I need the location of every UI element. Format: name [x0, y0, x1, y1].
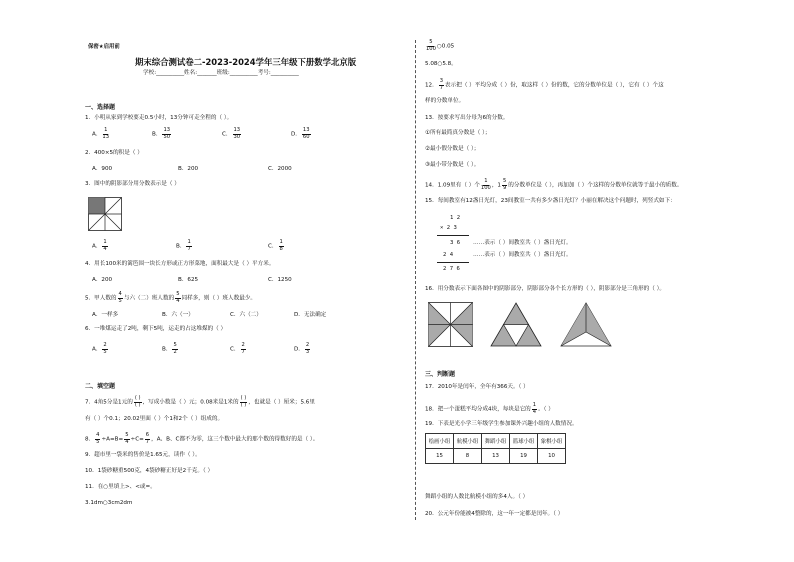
q3-option-c: C． $\frac{1}{8}$ [268, 239, 283, 252]
table-cell: 13 [482, 449, 510, 464]
q16-triangle-figure-2 [560, 302, 612, 347]
question-5: 5．甲人数的 $\frac{4}{5}$ 与六（二）班人数的 $\frac{5}{4}$ 同样多，则（ ）班人数最少。 [85, 291, 257, 304]
section-heading-judge: 三、判断题 [425, 371, 456, 378]
question-14: 14．1.09里有（ ）个 $\frac{1}{100}$ ，1 $\frac{5}{9}$ 的分数单位是（ ），再加加（ ）个这样的分数单位就等于最小的质数。 [425, 178, 683, 191]
table-header-row [426, 434, 566, 449]
q4-option-b: B．625 [178, 277, 199, 283]
q16-square-figure [428, 302, 473, 347]
table-header-cell: 绘画小组 [426, 434, 454, 449]
question-20: 20．公元年份能被4整除的，这一年一定都是闰年。（ ） [425, 511, 564, 517]
question-7: 7．4角5分是1元的 $\frac{( )}{( )}$ ，写成小数是（ ）元；0.08米是1米的 $\frac{( )}{( )}$ ，也就是（ ）厘米；5.6里 [85, 395, 315, 408]
q13-part-3: ③最小带分数是（ ）。 [425, 162, 480, 168]
question-12: 12． $\frac{3}{7}$ 表示把（ ）平均分成（ ）份，取这样（ ）份的数，它的分数单位是（ ），它有（ ）个这 [425, 78, 664, 91]
q3-option-b: B． $\frac{1}{7}$ [176, 239, 191, 252]
q5-option-b: B．六（一） [162, 312, 194, 318]
q5-option-c: C．六（二） [230, 312, 262, 318]
question-2: 2．400×5的积是（ ） [85, 150, 143, 156]
question-19: 19．下表是光小学三年级学生参加课外兴趣小组的人数情况。 [425, 421, 578, 427]
question-16: 16．用分数表示下面各图中的阴影部分，阴影部分各个长方形的（ ），阴影部分是三角形的（ ）。 [425, 286, 666, 292]
calc-row-1: 1 2 [450, 215, 461, 221]
question-7-line-2: 有（ ）个0.1；20.02里面（ ）个1和2个（ ）组成的。 [85, 416, 224, 422]
table-row [426, 449, 566, 464]
calc-row-3: 3 6 [450, 240, 461, 246]
q5-option-d: D．无法确定 [294, 312, 327, 318]
q13-part-1: ①所有最简真分数是（ ）； [425, 130, 491, 136]
q3-shaded-square-figure [88, 197, 122, 231]
calc-row-4-note: ……表示（ ）间教室共（ ）盏日光灯。 [473, 252, 572, 258]
q1-option-d: D． $\frac{13}{60}$ [291, 127, 310, 140]
q16-triangle-figure-1 [490, 302, 542, 347]
question-10: 10．1袋砂糖重500克，4袋砂糖正好是2千克。（ ） [85, 468, 214, 474]
table-header-cell: 篮球小组 [510, 434, 538, 449]
calc-rule-1 [437, 235, 469, 236]
q4-option-c: C．1250 [268, 277, 292, 283]
question-13: 13．按要求写出分母为6的分数。 [425, 115, 509, 121]
q1-option-b: B． $\frac{13}{50}$ [152, 127, 171, 140]
q2-option-b: B．200 [178, 166, 199, 172]
section-heading-fill: 二、填空题 [85, 383, 116, 390]
question-18: 18．把一个蛋糕平均分成4块，每块是它的 $\frac{1}{4}$ 。（ ） [425, 402, 554, 415]
compare-fraction-line: $\frac{5}{100}$ ○0.05 [426, 39, 455, 52]
question-11-line-2: 3.1dm○3cm2dm [85, 500, 133, 506]
column-divider [415, 40, 416, 520]
table-header-cell: 航模小组 [454, 434, 482, 449]
interest-group-table [425, 433, 566, 464]
calc-row-5: 2 7 6 [443, 266, 460, 272]
question-4: 4．用长100米的篱笆围一块长方形或正方形菜地，面积最大是（ ）平方米。 [85, 261, 275, 267]
question-15: 15．每间教室有12盏日光灯，23间教室一共有多少盏日光灯？小丽在解决这个问题时，列竖式如下： [425, 198, 676, 204]
table-cell: 8 [454, 449, 482, 464]
table-header-cell: 象棋小组 [538, 434, 566, 449]
question-19-statement: 舞蹈小组的人数比航模小组的多4人。（ ） [425, 494, 529, 500]
calc-row-3-note: ……表示（ ）间教室共（ ）盏日光灯。 [473, 240, 572, 246]
calc-row-2: × 2 3 [440, 225, 457, 231]
question-8: 8． $\frac{4}{5}$ ÷A=B= $\frac{5}{4}$ ÷C= $\frac{6}{7}$ ，A、B、C都不为零，这三个数中最大的那个数的得数好的是（ ）。 [85, 432, 319, 445]
page-title: 期末综合测试卷二-2023-2024学年三年级下册数学北京版 [135, 57, 357, 67]
q6-option-b: B． $\frac{5}{2}$ [162, 342, 177, 355]
confidential-mark: 保密★启用前 [88, 44, 120, 50]
calc-row-4: 2 4 [443, 252, 454, 258]
question-9: 9．超市里一袋米的售价是1.65元，读作（ ）。 [85, 452, 201, 458]
table-cell: 19 [510, 449, 538, 464]
question-12-line-2: 样的分数单位。 [425, 98, 465, 104]
student-info-line: 学校:__________姓名:_______班级:__________考号:__________ [143, 70, 299, 76]
section-heading-choice: 一、选择题 [85, 104, 116, 111]
q6-option-d: D． $\frac{2}{3}$ [294, 342, 310, 355]
q4-option-a: A．200 [92, 277, 113, 283]
table-cell: 15 [426, 449, 454, 464]
question-6: 6．一堆煤运走了2吨，剩下5吨，运走的占这堆煤的（ ） [85, 326, 227, 332]
q1-option-c: C． $\frac{13}{30}$ [222, 127, 241, 140]
q2-option-c: C．2000 [268, 166, 292, 172]
table-header-cell: 舞蹈小组 [482, 434, 510, 449]
q6-option-c: C． $\frac{2}{7}$ [230, 342, 245, 355]
q1-option-a: A． $\frac{1}{13}$ [92, 127, 110, 140]
q3-option-a: A． $\frac{1}{4}$ [92, 239, 107, 252]
compare-decimal-line: 5.08○5.8。 [425, 61, 457, 67]
question-1: 1．小明从家到学校要走0.5小时，13分钟可走全程的（ ）。 [85, 115, 233, 121]
q2-option-a: A．900 [92, 166, 113, 172]
q6-option-a: A． $\frac{2}{5}$ [92, 342, 107, 355]
table-cell: 10 [538, 449, 566, 464]
question-17: 17．2010年是闰年，全年有366天。（ ） [425, 384, 529, 390]
calc-rule-2 [437, 262, 469, 263]
q5-option-a: A．一样多 [92, 312, 119, 318]
question-3: 3．图中的阴影部分用分数表示是（ ） [85, 181, 180, 187]
question-11: 11．在○里填上>、<或=。 [85, 484, 156, 490]
q13-part-2: ②最小假分数是（ ）； [425, 146, 480, 152]
